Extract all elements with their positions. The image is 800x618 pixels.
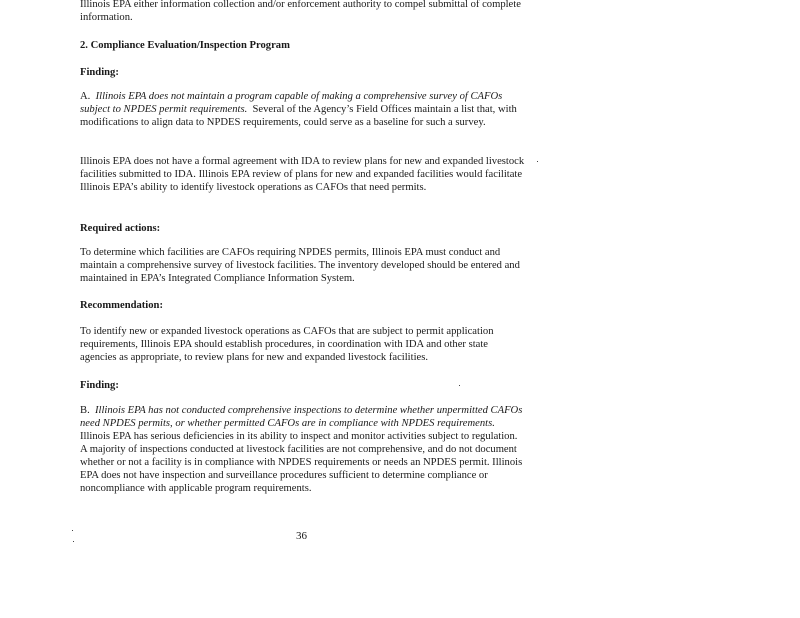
finding-b-label: B. (80, 405, 90, 416)
recommendation-paragraph: To identify new or expanded livestock operations as CAFOs that are subject to permit application requirements, Illinois EPA should establish procedures, in coordination with IDA and other state agencies as appropriate, to review plans for new and expanded livestock facilities. (80, 326, 494, 363)
finding-a-label: A. (80, 91, 91, 102)
scan-speck (73, 541, 74, 542)
finding-b-paragraph (80, 404, 525, 495)
required-actions-heading: Required actions: (80, 223, 161, 234)
finding-a-body-text: Several of the Agency’s Field Offices maintain a list that, with modifications to align data to NPDES requirements, could serve as a baseline for such a survey. (80, 104, 517, 128)
recommendation-heading: Recommendation: (80, 300, 163, 311)
scan-speck (537, 161, 538, 162)
page-number: 36 (296, 530, 307, 542)
top-fragment-paragraph: Illinois EPA either information collection and/or enforcement authority to compel submittal of complete information. (80, 0, 521, 23)
scan-speck (459, 385, 460, 386)
finding-a-paragraph (80, 90, 525, 129)
scan-speck (72, 530, 73, 531)
finding-b-body-text: Illinois EPA has serious deficiencies in its ability to inspect and monitor activities subject to regulation. A majority of inspections conducted at livestock facilities are not comprehensive, and do not document whether or not a facility is in compliance with NPDES requirements or needs an NPDES permit. Illinois EPA does not have inspection and surveillance procedures sufficient to determine compliance or noncompliance with applicable program requirements. (80, 431, 523, 494)
section-heading: 2. Compliance Evaluation/Inspection Program (80, 40, 290, 51)
ida-agreement-paragraph: Illinois EPA does not have a formal agreement with IDA to review plans for new and expanded livestock facilities submitted to IDA. Illinois EPA review of plans for new and expanded facilities would facilitate Illinois EPA’s ability to identify livestock operations as CAFOs that need permits. (80, 156, 525, 193)
finding-a-heading: Finding: (80, 67, 119, 78)
required-actions-paragraph: To determine which facilities are CAFOs requiring NPDES permits, Illinois EPA must conduct and maintain a comprehensive survey of livestock facilities. The inventory developed should be entered and maintained in EPA’s Integrated Compliance Information System. (80, 247, 520, 284)
finding-b-italic-text: Illinois EPA has not conducted comprehensive inspections to determine whether unpermitted CAFOs need NPDES permits, or whether permitted CAFOs are in compliance with NPDES requirements. (80, 405, 523, 429)
finding-b-heading: Finding: (80, 380, 119, 391)
finding-a-italic-text: Illinois EPA does not maintain a program capable of making a comprehensive survey of CAFOs subject to NPDES permit requirements. (80, 91, 503, 115)
